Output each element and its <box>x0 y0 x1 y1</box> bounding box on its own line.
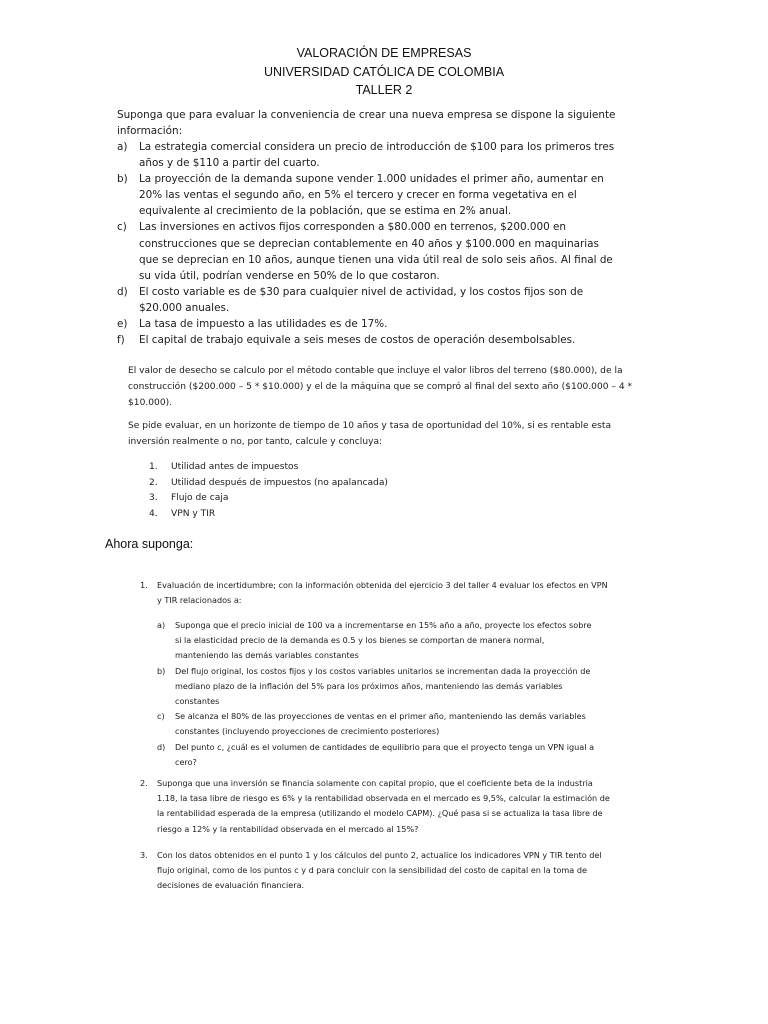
item-label: c) <box>157 711 165 722</box>
item-label: d) <box>157 741 166 752</box>
item-label: b) <box>117 173 128 186</box>
item-text: El capital de trabajo equivale a seis meses de costos de operación desembolsables. <box>139 334 576 347</box>
item-text: Utilidad después de impuestos (no apalancada) <box>171 477 388 488</box>
list-item <box>117 332 617 348</box>
item-text: El costo variable es de $30 para cualquier nivel de actividad, y los costos fijos son de $20.000 anuales. <box>139 285 584 314</box>
item-number: 2. <box>149 477 158 488</box>
section-heading: Ahora suponga: <box>105 537 194 551</box>
question-2 <box>140 776 610 837</box>
list-item <box>149 459 388 475</box>
list-item <box>157 740 597 770</box>
question-text: Suponga que una inversión se financia solamente con capital propio, que el coeficiente beta de la industria 1.18, la tasa libre de riesgo es 6% y la rentabilidad observada en el mercado es 9,5%, calcular la estimación de la rentabilidad esperada de la empresa (utilizando el modelo CAPM). ¿Qué pasa si se actualiza la tasa libre de riesgo a 12% y la rentabilidad observada en el mercado al 15%? <box>157 778 610 834</box>
title-university: UNIVERSIDAD CATÓLICA DE COLOMBIA <box>263 65 505 79</box>
item-text: La proyección de la demanda supone vender 1.000 unidades el primer año, aumentar en 20% las ventas el segundo año, en 5% el tercero y crecer en forma vegetativa en el equivalente al crecimiento de la población, que se estima en 2% anual. <box>139 173 604 218</box>
item-label: f) <box>117 334 125 347</box>
question-number: 3. <box>140 850 148 860</box>
question-text: Evaluación de incertidumbre; con la información obtenida del ejercicio 3 del taller 4 evaluar los efectos en VPN y TIR relacionados a: <box>157 580 608 606</box>
salvage-value-paragraph: El valor de desecho se calculo por el método contable que incluye el valor libros del terreno ($80.000), de la construcción ($200.000 – 5 * $10.000) y el de la máquina que se compró al final del sexto año ($100.000 – 4 * $10.000). <box>128 366 633 408</box>
task-paragraph: Se pide evaluar, en un horizonte de tiempo de 10 años y tasa de oportunidad del 10%, si es rentable esta inversión realmente o no, por tanto, calcule y concluya: <box>128 421 612 447</box>
item-text: Utilidad antes de impuestos <box>171 462 299 472</box>
item-text: Las inversiones en activos fijos corresponden a $80.000 en terrenos, $200.000 en construcciones que se deprecian contablemente en 40 años y $100.000 en maquinarias que se deprecian en 10 años, aunque tienen una vida útil real de solo seis años. Al final de su vida útil, podrían venderse en 50% de lo que costaron. <box>139 221 613 282</box>
title-course: VALORACIÓN DE EMPRESAS <box>296 46 472 60</box>
list-item <box>149 475 388 491</box>
list-item <box>157 709 597 739</box>
item-text: Se alcanza el 80% de las proyecciones de ventas en el primer año, manteniendo las demás variables constantes (incluyendo proyecciones de crecimiento posteriores) <box>175 711 586 737</box>
item-label: d) <box>117 285 128 298</box>
item-label: a) <box>157 620 166 630</box>
item-text: Flujo de caja <box>171 493 229 503</box>
item-text: Del flujo original, los costos fijos y los costos variables unitarios se incrementan dada la proyección de mediano plazo de la inflación del 5% para los próximos años, manteniendo las demás variables constantes <box>175 665 591 707</box>
question-text: Con los datos obtenidos en el punto 1 y los cálculos del punto 2, actualice los indicadores VPN y TIR tento del flujo original, como de los puntos c y d para concluir con la sensibilidad del costo de capital en la toma de decisiones de evaluación financiera. <box>157 850 602 891</box>
item-label: e) <box>117 318 128 331</box>
list-item <box>149 506 388 522</box>
question-3 <box>140 848 610 894</box>
assumptions-list <box>117 139 617 348</box>
intro-paragraph: Suponga que para evaluar la conveniencia de crear una nueva empresa se dispone la siguiente información: <box>117 109 616 138</box>
scenario-list <box>157 618 597 770</box>
item-text: La tasa de impuesto a las utilidades es de 17%. <box>139 318 388 331</box>
list-item <box>117 171 617 219</box>
list-item <box>117 316 617 332</box>
question-number: 1. <box>140 580 148 590</box>
calculation-list <box>149 459 388 521</box>
item-label: a) <box>117 141 128 153</box>
list-item <box>117 139 617 171</box>
item-number: 1. <box>149 462 158 472</box>
item-number: 3. <box>149 493 158 503</box>
list-item <box>117 284 617 316</box>
list-item <box>149 490 388 506</box>
item-text: VPN y TIR <box>171 508 216 519</box>
title-workshop: TALLER 2 <box>355 83 413 97</box>
item-text: La estrategia comercial considera un precio de introducción de $100 para los primeros tres años y de $110 a partir del cuarto. <box>139 141 615 170</box>
question-1 <box>140 578 610 608</box>
item-text: Suponga que el precio inicial de 100 va a incrementarse en 15% año a año, proyecte los efectos sobre si la elasticidad precio de la demanda es 0.5 y los bienes se comportan de manera normal, manteniendo las demás variables constantes <box>175 620 592 661</box>
question-number: 2. <box>140 778 148 788</box>
item-text: Del punto c, ¿cuál es el volumen de cantidades de equilibrio para que el proyecto tenga un VPN igual a cero? <box>175 741 595 767</box>
list-item <box>117 219 617 283</box>
list-item <box>157 618 597 664</box>
item-number: 4. <box>149 508 158 519</box>
item-label: c) <box>117 221 127 234</box>
item-label: b) <box>157 665 166 676</box>
list-item <box>157 664 597 710</box>
